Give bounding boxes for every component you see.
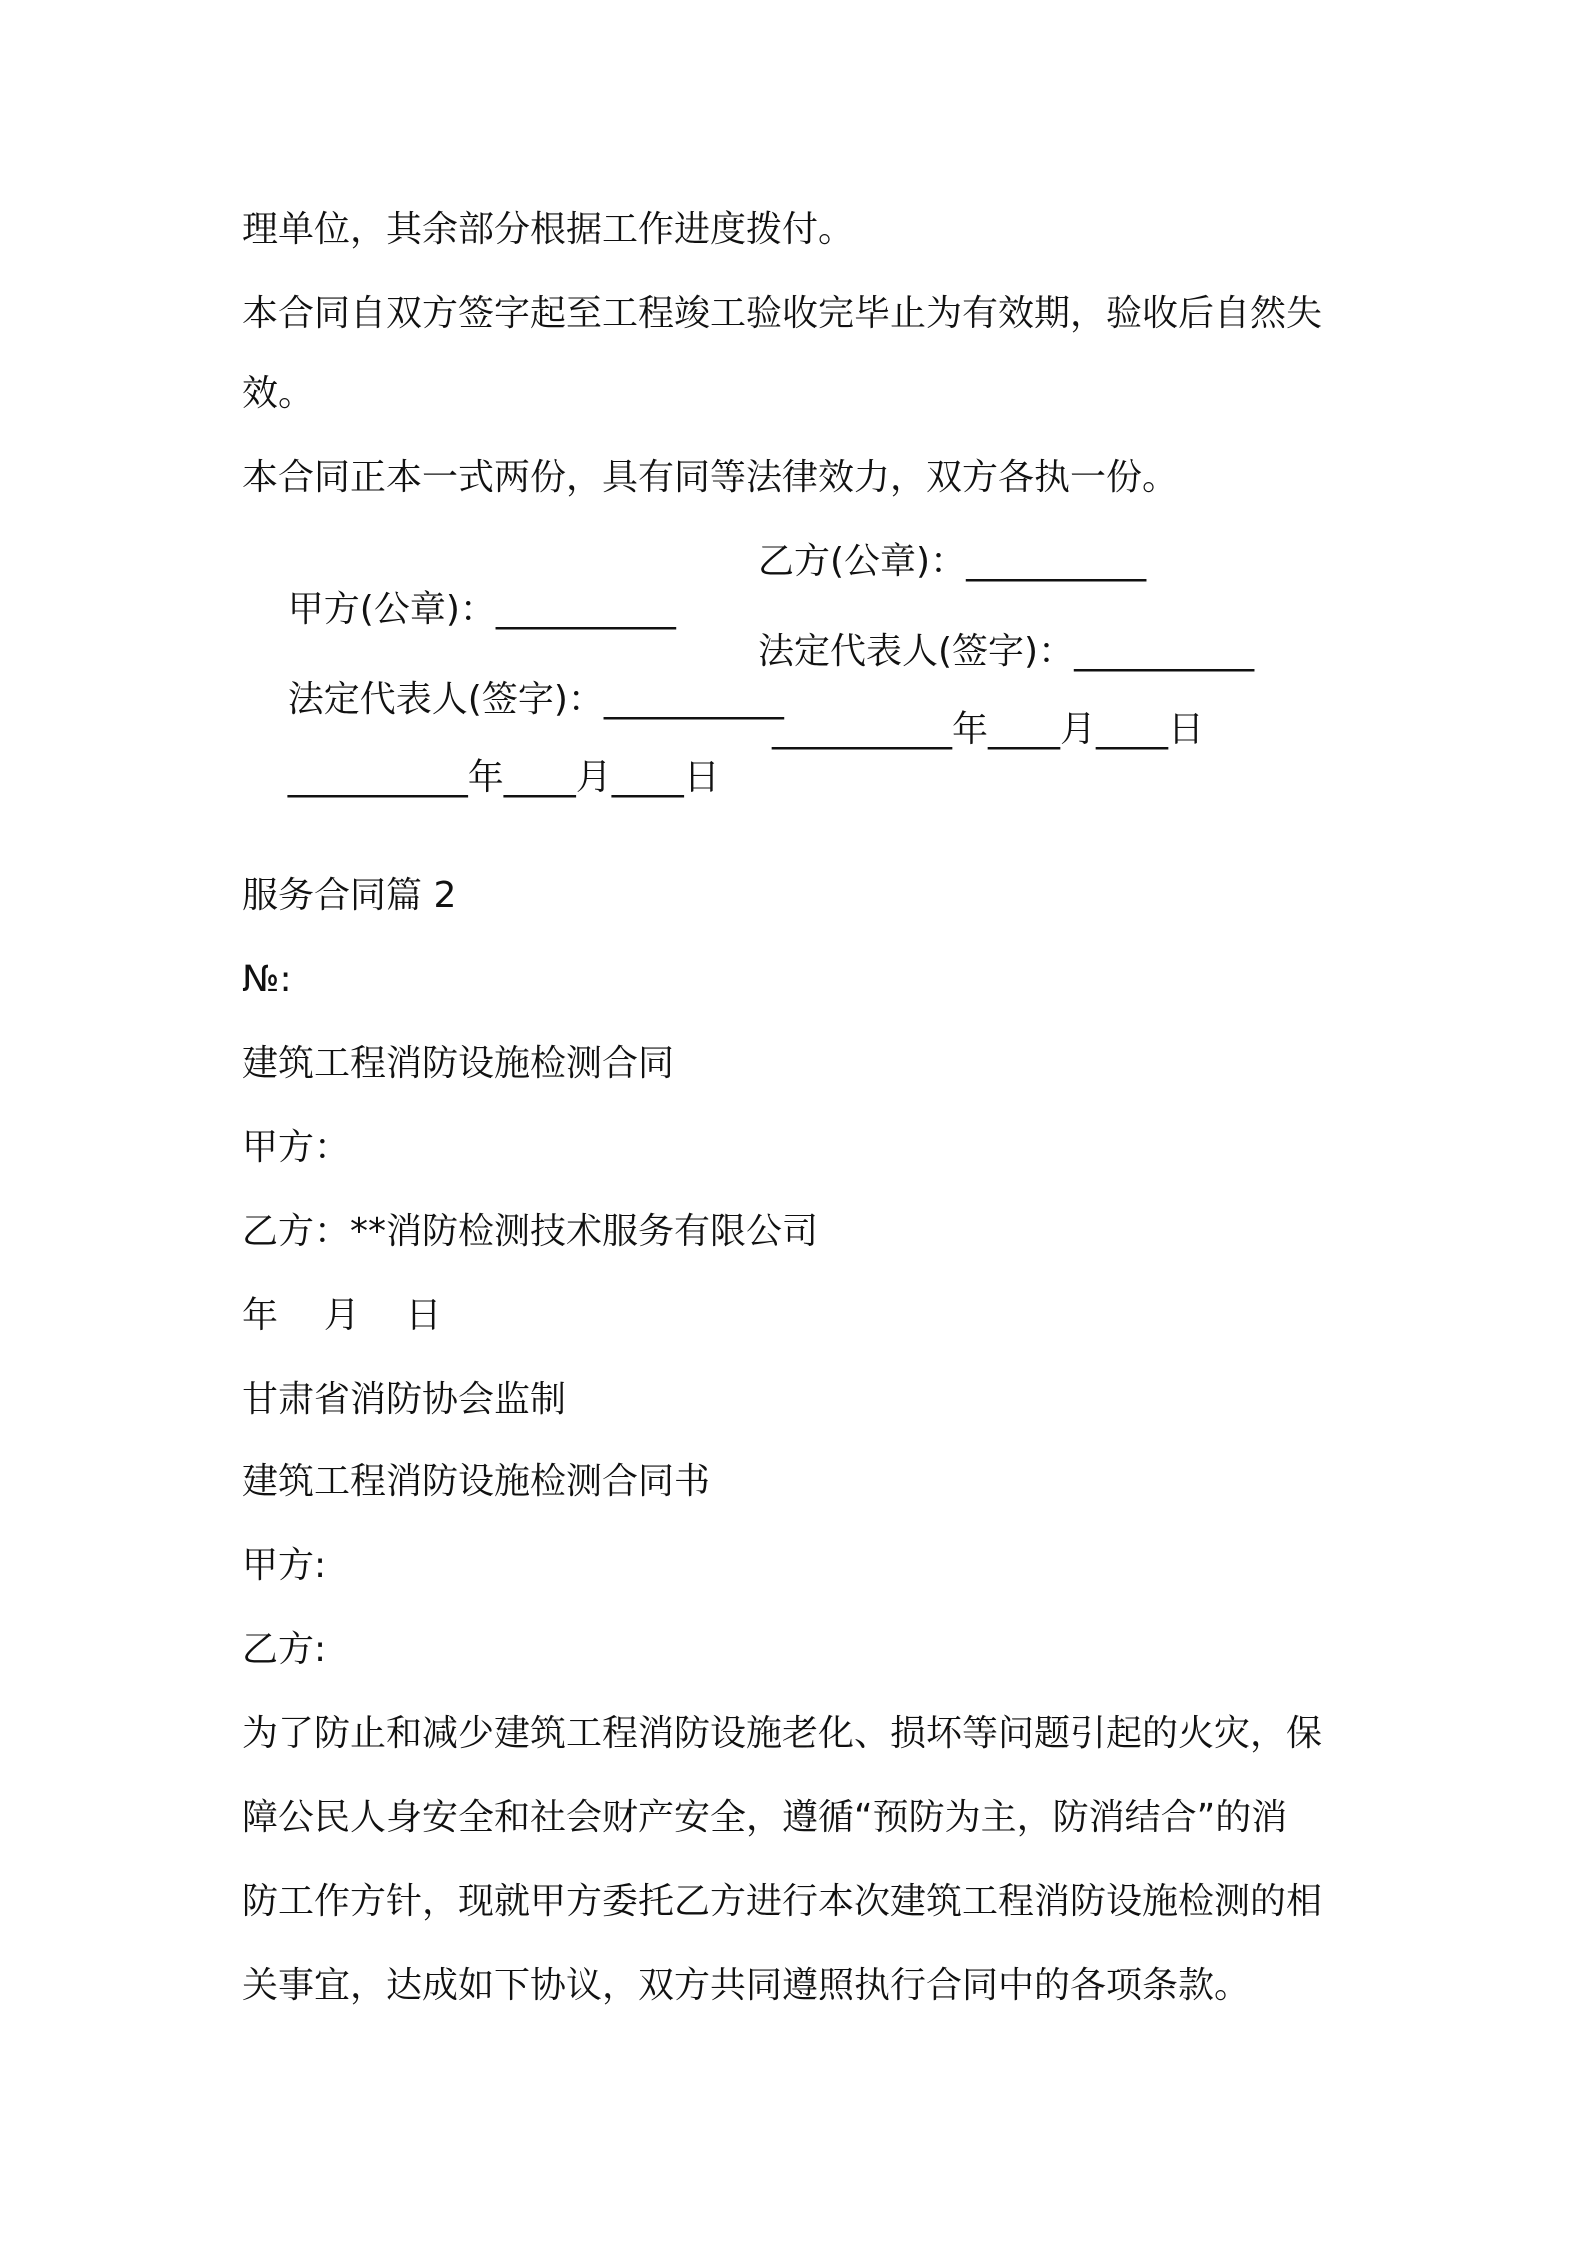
party-b: 乙方：**消防检测技术服务有限公司 [242, 1211, 819, 1252]
contract-title: 建筑工程消防设施检测合同 [242, 1043, 675, 1084]
date-a: __________年____月____日 [287, 757, 720, 798]
text-line: 本合同自双方签字起至工程竣工验收完毕止为有效期，验收后自然失 [242, 293, 1323, 334]
supervisor: 甘肃省消防协会监制 [242, 1379, 567, 1420]
date-line: 年 月 日 [242, 1295, 442, 1336]
preamble-line: 为了防止和减少建筑工程消防设施老化、损坏等问题引起的火灾，保 [242, 1713, 1323, 1754]
preamble-line: 防工作方针，现就甲方委托乙方进行本次建筑工程消防设施检测的相 [242, 1881, 1323, 1922]
section-heading: 服务合同篇 2 [242, 875, 457, 916]
legal-rep-a: 法定代表人(签字)：__________ [287, 679, 784, 720]
party-b-seal: 乙方(公章)：__________ [758, 541, 1147, 582]
book-title: 建筑工程消防设施检测合同书 [242, 1461, 711, 1502]
text-line: 效。 [242, 373, 315, 414]
text-line: 理单位，其余部分根据工作进度拨付。 [242, 209, 855, 250]
preamble-line: 关事宜，达成如下协议，双方共同遵照执行合同中的各项条款。 [242, 1965, 1251, 2006]
party-a: 甲方： [242, 1127, 351, 1168]
party-a-2: 甲方: [242, 1545, 327, 1586]
legal-rep-b: 法定代表人(签字)：__________ [758, 631, 1255, 672]
party-a-seal: 甲方(公章)：__________ [287, 589, 676, 630]
date-row [242, 706, 1342, 898]
preamble-line: 障公民人身安全和社会财产安全，遵循“预防为主，防消结合”的消 [242, 1797, 1288, 1838]
date-b: __________年____月____日 [772, 709, 1204, 750]
contract-number: №: [242, 959, 292, 1000]
text-line: 本合同正本一式两份，具有同等法律效力，双方各执一份。 [242, 457, 1179, 498]
party-b-2: 乙方: [242, 1629, 327, 1670]
